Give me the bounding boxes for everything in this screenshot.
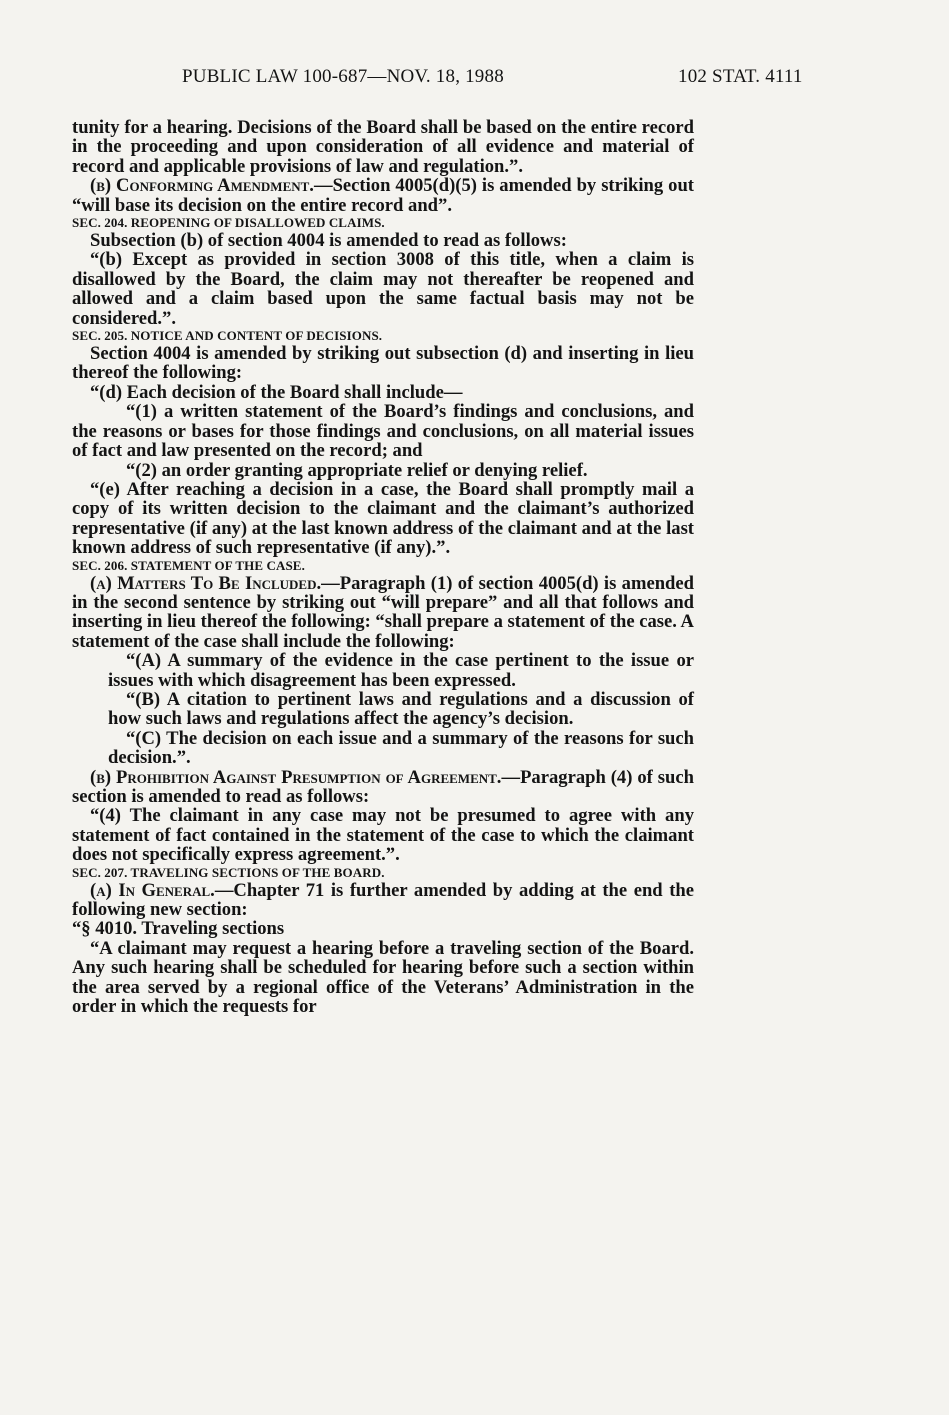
subsection-label: (a) Matters To Be Included.: [90, 572, 322, 594]
paragraph-section-4004: Section 4004 is amended by striking out subsection (d) and inserting in lieu thereof the following:: [72, 343, 694, 384]
statute-reference: 102 STAT. 4111: [678, 66, 803, 87]
law-title: PUBLIC LAW 100-687—NOV. 18, 1988: [182, 66, 504, 87]
subsection-label: (a) In General.: [90, 879, 215, 901]
paragraph-prohibition: [72, 768, 694, 807]
section-heading-4010: “§ 4010. Traveling sections: [72, 918, 285, 940]
paragraph-item-1: “(1) a written statement of the Board’s findings and conclusions, and the reasons or bases for those findings and conclusions, on all material issues of fact and law presented on the record; and: [72, 401, 694, 462]
paragraph-in-general: [72, 881, 694, 920]
section-heading-207: SEC. 207. TRAVELING SECTIONS OF THE BOARD.: [72, 864, 385, 880]
paragraph-item-b: “(B) A citation to pertinent laws and regulations and a discussion of how such laws and regulations affect the agency’s decision.: [108, 688, 694, 730]
document-body: [72, 118, 694, 1016]
section-heading-206: SEC. 206. STATEMENT OF THE CASE.: [72, 557, 305, 573]
paragraph-item-2: “(2) an order granting appropriate relief or denying relief.: [126, 459, 588, 481]
paragraph-quoted-4: “(4) The claimant in any case may not be presumed to agree with any statement of fact contained in the statement of the case to which the claimant does not specifically express agreement.”.: [72, 805, 694, 866]
paragraph-conforming-amendment: [72, 176, 694, 215]
paragraph-traveling-sections: “A claimant may request a hearing before a traveling section of the Board. Any such hearing shall be scheduled for hearing before such a section within the area served by a regional office of the Veterans’ Administration in the order in which the requests for: [72, 937, 694, 1018]
paragraph-continuation: tunity for a hearing. Decisions of the Board shall be based on the entire record in the proceeding and upon consideration of all evidence and material of record and applicable provisions of law and regulation.”.: [72, 117, 694, 177]
subsection-label: (b) Conforming Amendment.: [90, 175, 314, 197]
paragraph-item-c: “(C) The decision on each issue and a summary of the reasons for such decision.”.: [108, 727, 694, 769]
paragraph-quoted-b: “(b) Except as provided in section 3008 of this title, when a claim is disallowed by the Board, the claim may not thereafter be reopened and allowed and a claim based upon the same factual basis may not be considered.”.: [72, 249, 694, 329]
paragraph-quoted-d: “(d) Each decision of the Board shall include—: [90, 381, 463, 403]
paragraph-matters-included: [72, 574, 694, 652]
subsection-text: —Paragraph (4) of such section is amended to read as follows:: [72, 766, 694, 807]
subsection-label: (b) Prohibition Against Presumption of Agreement.: [90, 766, 502, 788]
section-heading-205: SEC. 205. NOTICE AND CONTENT OF DECISIONS.: [72, 328, 383, 344]
subsection-text: —Paragraph (1) of section 4005(d) is amended in the second sentence by striking out “will prepare” and all that follows and inserting in lieu thereof the following: “shall prepare a statement of the case. A statement of the case shall include the following:: [72, 572, 694, 652]
page-header: [0, 66, 949, 96]
subsection-text: —Section 4005(d)(5) is amended by striking out “will base its decision on the entire record and”.: [72, 175, 694, 216]
paragraph-subsection-b: Subsection (b) of section 4004 is amended to read as follows:: [90, 230, 567, 252]
section-heading-204: SEC. 204. REOPENING OF DISALLOWED CLAIMS.: [72, 215, 385, 231]
paragraph-item-a: “(A) A summary of the evidence in the case pertinent to the issue or issues with which disagreement has been expressed.: [108, 650, 694, 691]
subsection-text: —Chapter 71 is further amended by adding at the end the following new section:: [72, 879, 694, 921]
paragraph-quoted-e: “(e) After reaching a decision in a case, the Board shall promptly mail a copy of its written decision to the claimant and the claimant’s authorized representative (if any) at the last known address of the claimant and at the last known address of such representative (if any).”.: [72, 478, 694, 559]
